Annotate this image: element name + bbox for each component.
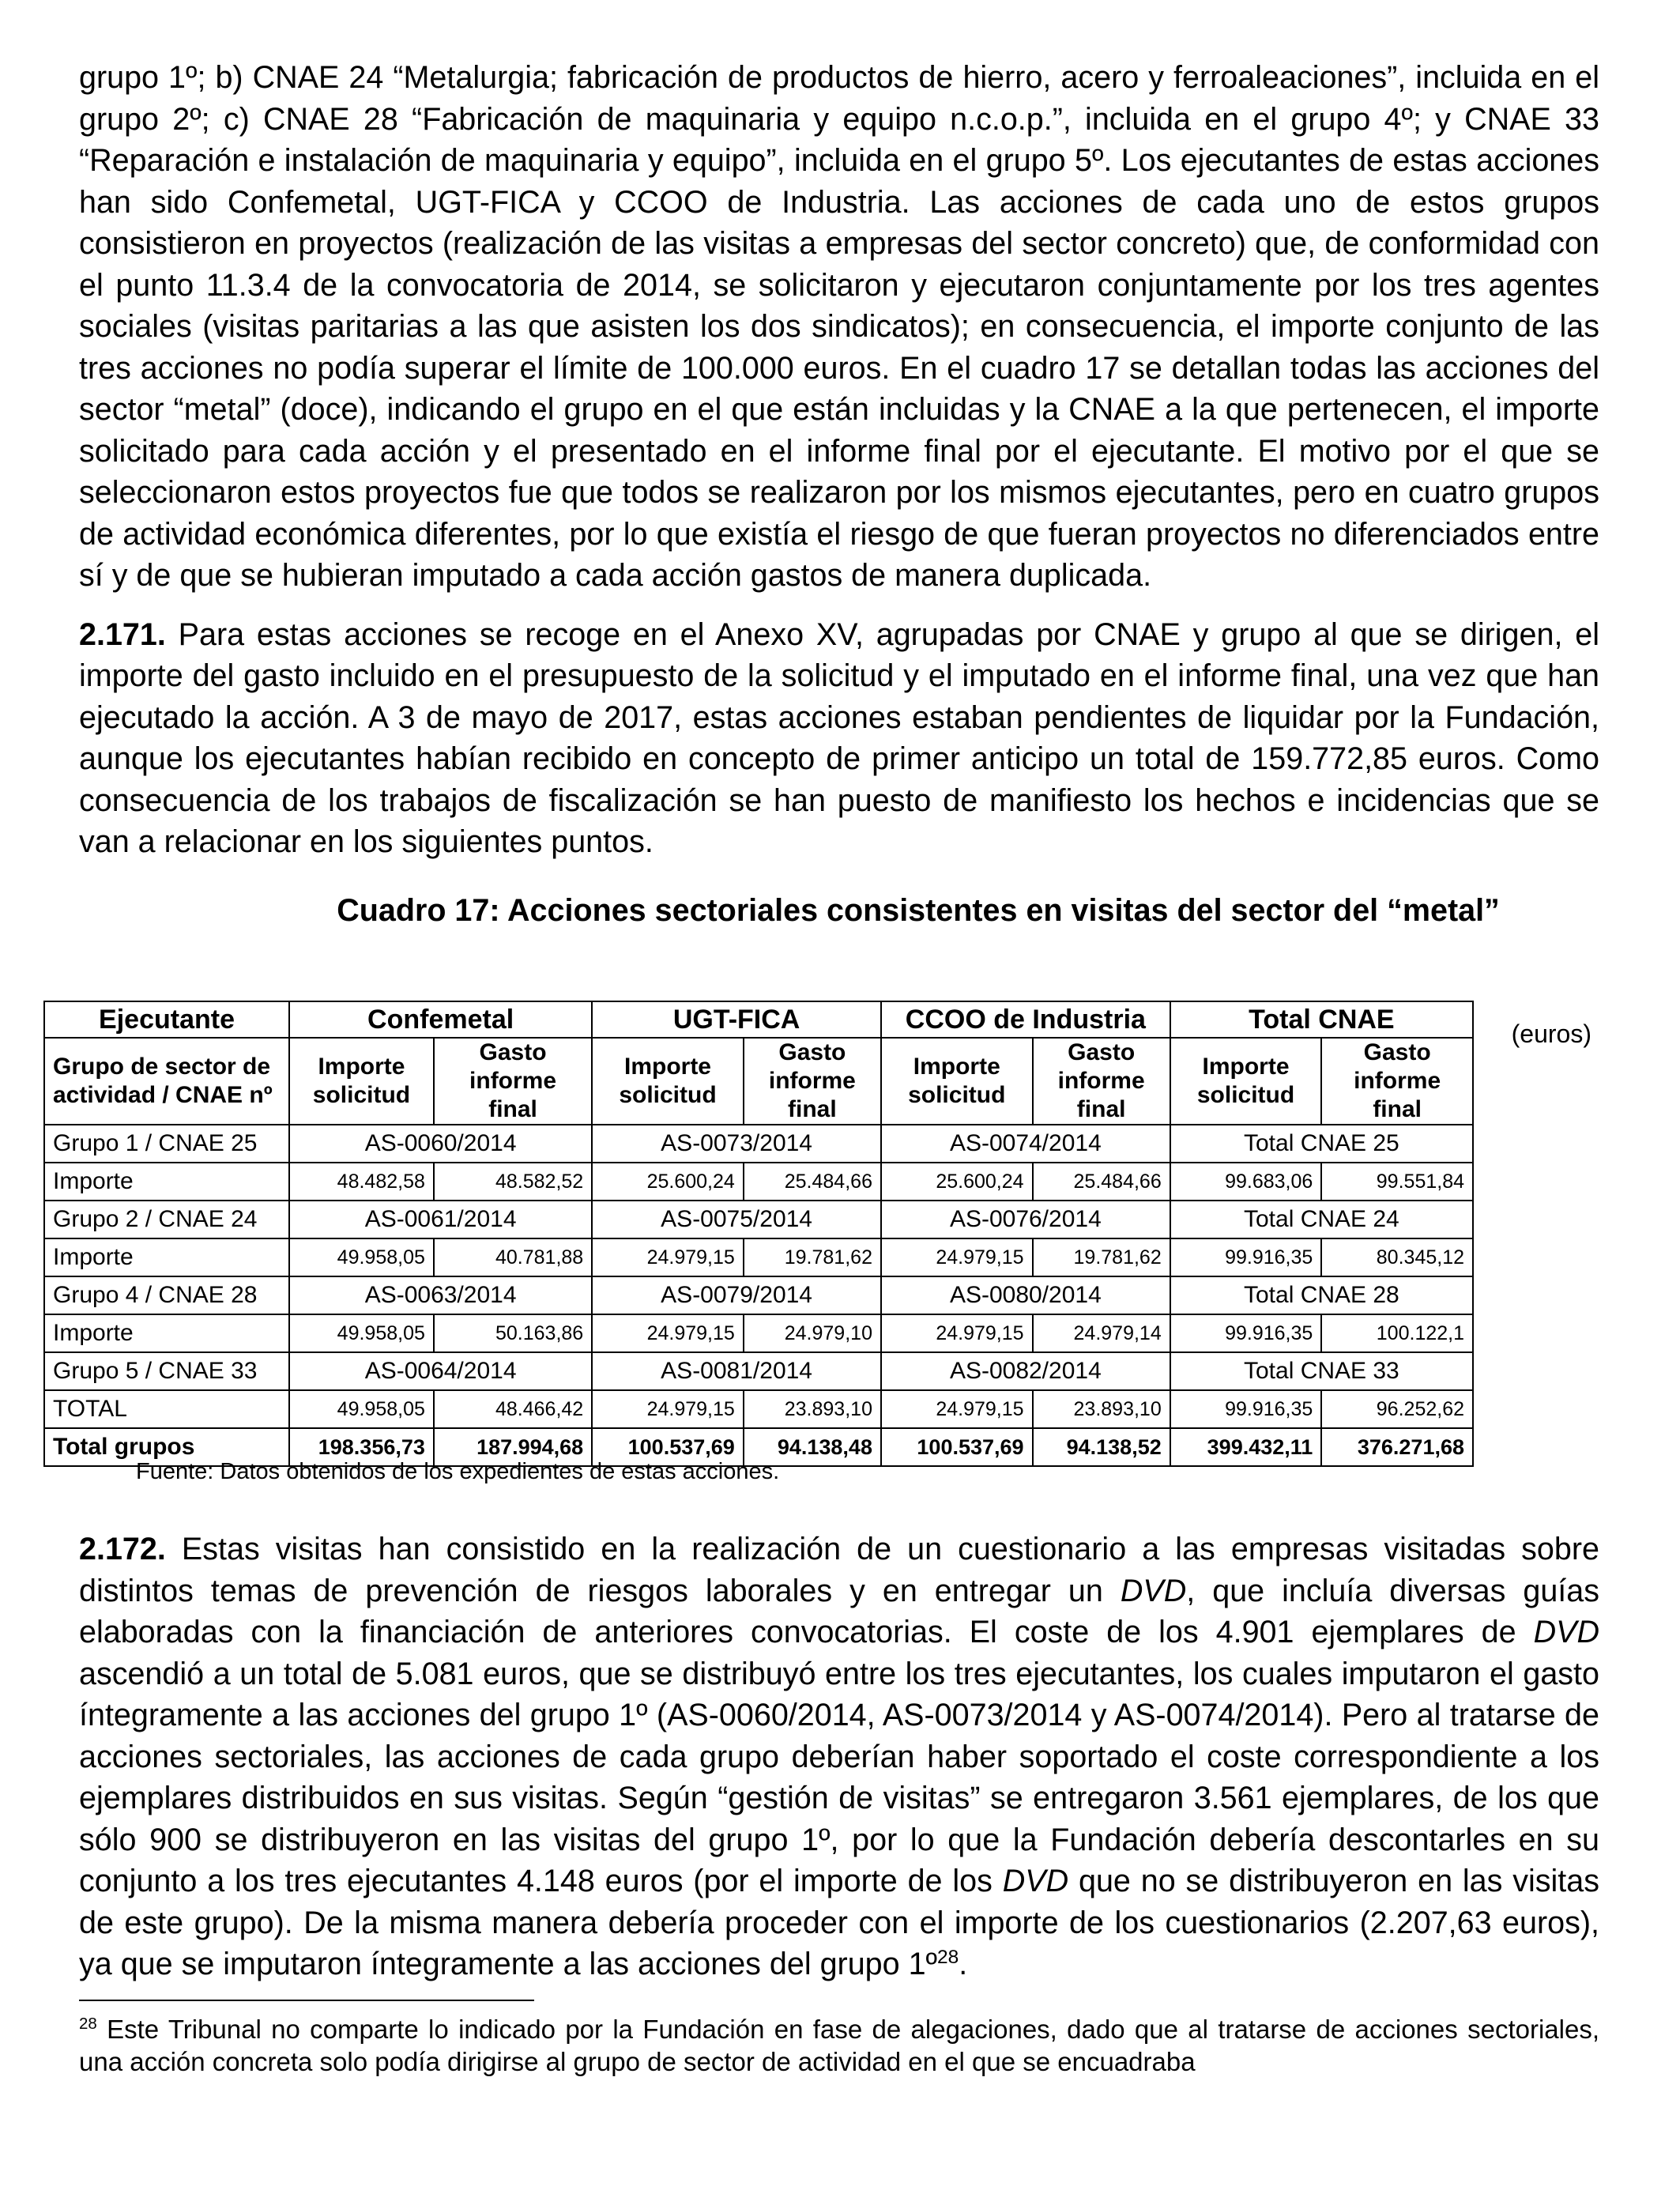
amount-cell: 49.958,05 bbox=[289, 1314, 434, 1352]
group-label: Grupo 5 / CNAE 33 bbox=[44, 1352, 289, 1390]
amount-cell: 25.484,66 bbox=[744, 1163, 881, 1201]
header-col: Gasto informe final bbox=[1321, 1038, 1473, 1125]
total-cell: 94.138,48 bbox=[744, 1428, 881, 1466]
table-row-amounts-2 bbox=[44, 1238, 1473, 1276]
group-label: Grupo 1 / CNAE 25 bbox=[44, 1125, 289, 1163]
total-cell: 198.356,73 bbox=[289, 1428, 434, 1466]
action-code: AS-0076/2014 bbox=[881, 1201, 1170, 1238]
amount-cell: 23.893,10 bbox=[1033, 1390, 1170, 1428]
header-ugt-fica: UGT-FICA bbox=[592, 1001, 881, 1038]
amount-cell: 24.979,15 bbox=[881, 1390, 1033, 1428]
header-col: Gasto informe final bbox=[434, 1038, 592, 1125]
paragraph-number: 2.172. bbox=[79, 1532, 166, 1566]
amount-cell: 100.122,1 bbox=[1321, 1314, 1473, 1352]
header-col: Gasto informe final bbox=[744, 1038, 881, 1125]
paragraph-number: 2.171. bbox=[79, 616, 166, 652]
total-label: Total grupos bbox=[44, 1428, 289, 1466]
amount-cell: 24.979,15 bbox=[592, 1314, 744, 1352]
header-total-cnae: Total CNAE bbox=[1170, 1001, 1473, 1038]
paragraph-2-171 bbox=[79, 614, 1599, 863]
action-code: AS-0074/2014 bbox=[881, 1125, 1170, 1163]
table-row-group-5 bbox=[44, 1352, 1473, 1390]
group-label: Grupo 2 / CNAE 24 bbox=[44, 1201, 289, 1238]
amount-cell: 40.781,88 bbox=[434, 1238, 592, 1276]
total-cell: 94.138,52 bbox=[1033, 1428, 1170, 1466]
action-code: AS-0073/2014 bbox=[592, 1125, 881, 1163]
table-row-group-4 bbox=[44, 1276, 1473, 1314]
amount-cell: 99.683,06 bbox=[1170, 1163, 1322, 1201]
footnote-separator bbox=[79, 2000, 534, 2001]
table-row-group-2 bbox=[44, 1201, 1473, 1238]
amount-cell: 50.163,86 bbox=[434, 1314, 592, 1352]
amount-cell: 48.482,58 bbox=[289, 1163, 434, 1201]
action-code: AS-0064/2014 bbox=[289, 1352, 592, 1390]
amount-cell: 99.916,35 bbox=[1170, 1314, 1322, 1352]
paragraph-2-172: 2.172. Estas visitas han consistido en la realización de un cuestionario a las empresas visitadas sobre distintos temas de prevención de riesgos laborales y en entregar un DVD, que incluía diversas guías elaboradas con la financiación de anteriores convocatorias. El coste de los 4.901 ejemplares de DVD ascendió a un total de 5.081 euros, que se distribuyó entre los tres ejecutantes, los cuales imputaron el gasto íntegramente a las acciones del grupo 1º (AS-0060/2014, AS-0073/2014 y AS-0074/2014). Pero al tratarse de acciones sectoriales, las acciones de cada grupo deberían haber soportado el coste correspondiente a los ejemplares distribuidos en sus visitas. Según “gestión de visitas” se entregaron 3.561 ejemplares, de los que sólo 900 se distribuyeron en las visitas del grupo 1º, por lo que la Fundación debería descontarles en su conjunto a los tres ejecutantes 4.148 euros (por el importe de los DVD que no se distribuyeron en las visitas de este grupo). De la misma manera debería proceder con el importe de los cuestionarios (2.207,63 euros), ya que se imputaron íntegramente a las acciones del grupo 1º$^{28}$. bbox=[79, 1532, 1599, 1981]
action-code: Total CNAE 25 bbox=[1170, 1125, 1473, 1163]
action-code: Total CNAE 24 bbox=[1170, 1201, 1473, 1238]
amount-cell: 99.551,84 bbox=[1321, 1163, 1473, 1201]
amount-cell: 24.979,15 bbox=[592, 1390, 744, 1428]
amount-cell: 48.582,52 bbox=[434, 1163, 592, 1201]
header-group: Grupo de sector de actividad / CNAE nº bbox=[44, 1038, 289, 1125]
header-col: Importe solicitud bbox=[1170, 1038, 1322, 1125]
paragraph-text: Estas visitas han consistido en la realización de un cuestionario a las empresas visitadas sobre distintos temas de prevención de riesgos laborales y en entregar un bbox=[79, 1532, 1599, 1608]
amount-cell: 49.958,05 bbox=[289, 1390, 434, 1428]
total-cell: 399.432,11 bbox=[1170, 1428, 1322, 1466]
table-caption: Cuadro 17: Acciones sectoriales consistentes en visitas del sector del “metal” bbox=[337, 892, 1500, 928]
table-units: (euros) bbox=[1511, 1020, 1591, 1048]
footnote-number: 28 bbox=[79, 2015, 97, 2033]
header-col: Importe solicitud bbox=[881, 1038, 1033, 1125]
amount-cell: 24.979,15 bbox=[592, 1238, 744, 1276]
amount-cell: 96.252,62 bbox=[1321, 1390, 1473, 1428]
total-cell: 100.537,69 bbox=[592, 1428, 744, 1466]
amount-cell: 25.600,24 bbox=[592, 1163, 744, 1201]
paragraph-text: ascendió a un total de 5.081 euros, que se distribuyó entre los tres ejecutantes, los cuales imputaron el gasto íntegramente a las acciones del grupo 1º (AS-0060/2014, AS-0073/2014 y AS-0074/2014). Pero al tratarse de acciones sectoriales, las acciones de cada grupo deberían haber soportado el coste correspondiente a los ejemplares distribuidos en sus visitas. Según “gestión de visitas” se entregaron 3.561 ejemplares, de los que sólo 900 se distribuyeron en las visitas del grupo 1º, por lo que la Fundación debería descontarles en su conjunto a los tres ejecutantes 4.148 euros (por el importe de los bbox=[79, 1656, 1599, 1898]
action-code: Total CNAE 33 bbox=[1170, 1352, 1473, 1390]
footnote-reference[interactable]: 28 bbox=[936, 1946, 959, 1968]
amount-cell: 24.979,10 bbox=[744, 1314, 881, 1352]
header-col: Importe solicitud bbox=[592, 1038, 744, 1125]
paragraph-text: , que incluía diversas guías elaboradas con la financiación de anteriores convocatorias. El coste de los 4.901 ejemplares de bbox=[79, 1573, 1599, 1649]
action-code: AS-0063/2014 bbox=[289, 1276, 592, 1314]
action-code: Total CNAE 28 bbox=[1170, 1276, 1473, 1314]
header-ccoo: CCOO de Industria bbox=[881, 1001, 1170, 1038]
row-label: TOTAL bbox=[44, 1390, 289, 1428]
amount-cell: 24.979,14 bbox=[1033, 1314, 1170, 1352]
amount-cell: 48.466,42 bbox=[434, 1390, 592, 1428]
amount-cell: 23.893,10 bbox=[744, 1390, 881, 1428]
action-code: AS-0080/2014 bbox=[881, 1276, 1170, 1314]
paragraph-2-172-wrap bbox=[79, 1529, 1599, 1985]
group-label: Grupo 4 / CNAE 28 bbox=[44, 1276, 289, 1314]
amount-cell: 19.781,62 bbox=[1033, 1238, 1170, 1276]
footnote bbox=[79, 2013, 1599, 2078]
amount-cell: 24.979,15 bbox=[881, 1238, 1033, 1276]
row-label: Importe bbox=[44, 1314, 289, 1352]
table-row-group-1 bbox=[44, 1125, 1473, 1163]
paragraph-text: Para estas acciones se recoge en el Anexo XV, agrupadas por CNAE y grupo al que se dirigen, el importe del gasto incluido en el presupuesto de la solicitud y el imputado en el informe final, una vez que han ejecutado la acción. A 3 de mayo de 2017, estas acciones estaban pendientes de liquidar por la Fundación, aunque los ejecutantes habían recibido en concepto de primer anticipo un total de 159.772,85 euros. Como consecuencia de los trabajos de fiscalización se han puesto de manifiesto los hechos e incidencias que se van a relacionar en los siguientes puntos. bbox=[79, 616, 1599, 859]
dvd-term: DVD bbox=[1120, 1573, 1187, 1608]
total-cell: 376.271,68 bbox=[1321, 1428, 1473, 1466]
dvd-term: DVD bbox=[1533, 1615, 1599, 1649]
action-code: AS-0061/2014 bbox=[289, 1201, 592, 1238]
action-code: AS-0075/2014 bbox=[592, 1201, 881, 1238]
row-label: Importe bbox=[44, 1238, 289, 1276]
table-row-amounts-1 bbox=[44, 1163, 1473, 1201]
table-row-amounts-5 bbox=[44, 1390, 1473, 1428]
total-cell: 100.537,69 bbox=[881, 1428, 1033, 1466]
total-cell: 187.994,68 bbox=[434, 1428, 592, 1466]
action-code: AS-0082/2014 bbox=[881, 1352, 1170, 1390]
amount-cell: 25.484,66 bbox=[1033, 1163, 1170, 1201]
amount-cell: 49.958,05 bbox=[289, 1238, 434, 1276]
row-label: Importe bbox=[44, 1163, 289, 1201]
table-row-amounts-4 bbox=[44, 1314, 1473, 1352]
table-source: Fuente: Datos obtenidos de los expedientes de estas acciones. bbox=[136, 1459, 780, 1484]
header-row-executors bbox=[44, 1001, 1473, 1038]
header-col: Importe solicitud bbox=[289, 1038, 434, 1125]
actions-table bbox=[43, 1001, 1474, 1467]
paragraph-intro: grupo 1º; b) CNAE 24 “Metalurgia; fabricación de productos de hierro, acero y ferroaleaciones”, incluida en el grupo 2º; c) CNAE 28 “Fabricación de maquinaria y equipo n.c.o.p.”, incluida en el grupo 4º; y CNAE 33 “Reparación e instalación de maquinaria y equipo”, incluida en el grupo 5º. Los ejecutantes de estas acciones han sido Confemetal, UGT-FICA y CCOO de Industria. Las acciones de cada uno de estos grupos consistieron en proyectos (realización de las visitas a empresas del sector concreto) que, de conformidad con el punto 11.3.4 de la convocatoria de 2014, se solicitaron y ejecutaron conjuntamente por los tres agentes sociales (visitas paritarias a las que asisten los dos sindicatos); en consecuencia, el importe conjunto de las tres acciones no podía superar el límite de 100.000 euros. En el cuadro 17 se detallan todas las acciones del sector “metal” (doce), indicando el grupo en el que están incluidas y la CNAE a la que pertenecen, el importe solicitado para cada acción y el presentado en el informe final por el ejecutante. El motivo por el que se seleccionaron estos proyectos fue que todos se realizaron por los mismos ejecutantes, pero en cuatro grupos de actividad económica diferentes, por lo que existía el riesgo de que fueran proyectos no diferenciados entre sí y de que se hubieran imputado a cada acción gastos de manera duplicada. bbox=[79, 60, 1599, 593]
amount-cell: 19.781,62 bbox=[744, 1238, 881, 1276]
footnote-text: Este Tribunal no comparte lo indicado por la Fundación en fase de alegaciones, dado que al tratarse de acciones sectoriales, una acción concreta solo podía dirigirse al grupo de sector de actividad en el que se encuadraba bbox=[79, 2015, 1599, 2076]
dvd-term: DVD bbox=[1002, 1864, 1069, 1898]
paragraph-text: que no se distribuyeron en las visitas de este grupo). De la misma manera debería proceder con el importe de los cuestionarios (2.207,63 euros), ya que se imputaron íntegramente a las acciones del grupo 1º bbox=[79, 1864, 1599, 1981]
action-code: AS-0060/2014 bbox=[289, 1125, 592, 1163]
amount-cell: 80.345,12 bbox=[1321, 1238, 1473, 1276]
amount-cell: 99.916,35 bbox=[1170, 1390, 1322, 1428]
header-col: Gasto informe final bbox=[1033, 1038, 1170, 1125]
action-code: AS-0079/2014 bbox=[592, 1276, 881, 1314]
header-row-columns bbox=[44, 1038, 1473, 1125]
header-confemetal: Confemetal bbox=[289, 1001, 592, 1038]
header-executor: Ejecutante bbox=[44, 1001, 289, 1038]
amount-cell: 99.916,35 bbox=[1170, 1238, 1322, 1276]
action-code: AS-0081/2014 bbox=[592, 1352, 881, 1390]
amount-cell: 24.979,15 bbox=[881, 1314, 1033, 1352]
amount-cell: 25.600,24 bbox=[881, 1163, 1033, 1201]
